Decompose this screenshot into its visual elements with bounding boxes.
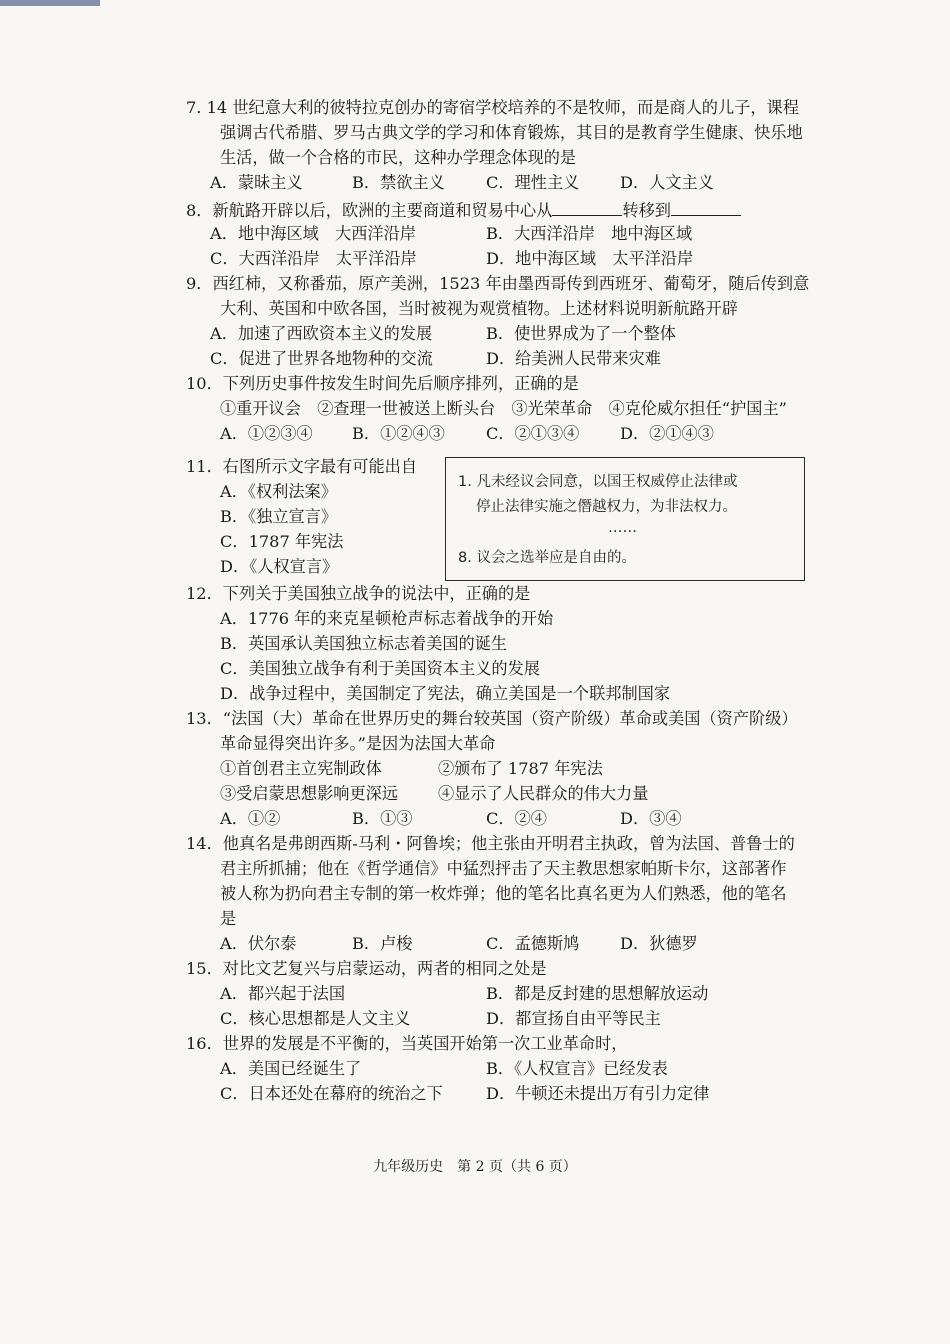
q11-option-a: A．《权利法案》 xyxy=(220,482,337,501)
q11-option-c: C．1787 年宪法 xyxy=(220,532,344,551)
q13-option-b: B．①③ xyxy=(352,809,413,828)
q11-box-ellipsis: …… xyxy=(608,520,637,536)
q16-stem: 16．世界的发展是不平衡的，当英国开始第一次工业革命时， xyxy=(186,1034,628,1053)
q8-option-c: C．大西洋沿岸 太平洋沿岸 xyxy=(210,249,417,268)
q13-option-c: C．②④ xyxy=(486,809,547,828)
q8-option-d: D．地中海区域 太平洋沿岸 xyxy=(486,249,694,268)
q10-option-a: A．①②③④ xyxy=(220,424,313,443)
q9-option-a: A．加速了西欧资本主义的发展 xyxy=(210,324,433,343)
q15-option-b: B．都是反封建的思想解放运动 xyxy=(486,984,709,1003)
q9-option-b: B．使世界成为了一个整体 xyxy=(486,324,676,343)
q16-option-c: C．日本还处在幕府的统治之下 xyxy=(220,1084,443,1103)
q7-option-c: C．理性主义 xyxy=(486,173,580,192)
q15-stem: 15．对比文艺复兴与启蒙运动，两者的相同之处是 xyxy=(186,959,547,978)
q11-stem: 11．右图所示文字最有可能出自 xyxy=(186,457,418,476)
q8-stem-middle: 转移到 xyxy=(622,201,671,220)
q12-option-a: A．1776 年的来克星顿枪声标志着战争的开始 xyxy=(220,609,554,628)
q12-option-c: C．美国独立战争有利于美国资本主义的发展 xyxy=(220,659,540,678)
q16-option-d: D．牛顿还未提出万有引力定律 xyxy=(486,1084,710,1103)
q13-option-d: D．③④ xyxy=(620,809,682,828)
q7-option-d: D．人文主义 xyxy=(620,173,714,192)
q13-option-a: A．①② xyxy=(220,809,281,828)
q16-option-b: B．《人权宣言》已经发表 xyxy=(486,1059,668,1078)
q14-line-3: 被人称为扔向君主专制的第一枚炸弹；他的笔名比真名更为人们熟悉，他的笔名 xyxy=(220,884,787,903)
q11-option-b: B．《独立宣言》 xyxy=(220,507,338,526)
q8-blank-1 xyxy=(552,197,622,216)
q13-item-4: ④显示了人民群众的伟大力量 xyxy=(438,784,649,803)
q7-line-3: 生活，做一个合格的市民，这种办学理念体现的是 xyxy=(220,148,577,167)
q13-item-3: ③受启蒙思想影响更深远 xyxy=(220,784,399,803)
q11-option-d: D．《人权宣言》 xyxy=(220,557,339,576)
q9-line-2: 大利、英国和中欧各国，当时被视为观赏植物。上述材料说明新航路开辟 xyxy=(220,299,738,318)
q7-line-1: 7. 14 世纪意大利的彼特拉克创办的寄宿学校培养的不是牧师，而是商人的儿子，课程 xyxy=(186,98,799,117)
q8-stem xyxy=(186,197,741,223)
scan-mark xyxy=(0,0,100,6)
q9-line-1: 9．西红柿，又称番茄，原产美洲，1523 年由墨西哥传到西班牙、葡萄牙，随后传到意 xyxy=(186,274,810,293)
q14-line-2: 君主所抓捕；他在《哲学通信》中猛烈抨击了天主教思想家帕斯卡尔，这部著作 xyxy=(220,859,787,878)
q8-option-a: A．地中海区域 大西洋沿岸 xyxy=(210,224,416,243)
q15-option-d: D．都宣扬自由平等民主 xyxy=(486,1009,661,1028)
q8-option-b: B．大西洋沿岸 地中海区域 xyxy=(486,224,693,243)
q11-box-line-3: 8. 议会之选举应是自由的。 xyxy=(458,550,636,566)
q7-option-a: A．蒙昧主义 xyxy=(210,173,303,192)
q12-option-d: D．战争过程中，美国制定了宪法，确立美国是一个联邦制国家 xyxy=(220,684,671,703)
q13-line-2: 革命显得突出许多。”是因为法国大革命 xyxy=(220,734,496,753)
q7-option-b: B．禁欲主义 xyxy=(352,173,445,192)
q16-option-a: A．美国已经诞生了 xyxy=(220,1059,362,1078)
q12-option-b: B．英国承认美国独立标志着美国的诞生 xyxy=(220,634,508,653)
q10-option-b: B．①②④③ xyxy=(352,424,445,443)
q15-option-c: C．核心思想都是人文主义 xyxy=(220,1009,411,1028)
q9-option-c: C．促进了世界各地物种的交流 xyxy=(210,349,433,368)
q11-source-box xyxy=(445,457,805,581)
q14-option-a: A．伏尔泰 xyxy=(220,934,297,953)
q14-option-d: D．狄德罗 xyxy=(620,934,698,953)
q14-line-1: 14．他真名是弗朗西斯-马利・阿鲁埃；他主张由开明君主执政，曾为法国、普鲁士的 xyxy=(186,834,795,853)
q10-option-c: C．②①③④ xyxy=(486,424,580,443)
q11-box-line-1: 1. 凡未经议会同意，以国王权威停止法律或 xyxy=(458,474,738,490)
q10-option-d: D．②①④③ xyxy=(620,424,714,443)
q9-option-d: D．给美洲人民带来灾难 xyxy=(486,349,661,368)
q8-stem-prefix: 8．新航路开辟以后，欧洲的主要商道和贸易中心从 xyxy=(186,201,553,220)
q13-item-1: ①首创君主立宪制政体 xyxy=(220,759,382,778)
q11-box-line-2: 停止法律实施之僭越权力，为非法权力。 xyxy=(476,499,737,515)
q14-option-b: B．卢梭 xyxy=(352,934,413,953)
q15-option-a: A．都兴起于法国 xyxy=(220,984,346,1003)
q13-item-2: ②颁布了 1787 年宪法 xyxy=(438,759,603,778)
q7-line-2: 强调古代希腊、罗马古典文学的学习和体育锻炼，其目的是教育学生健康、快乐地 xyxy=(220,123,803,142)
q8-blank-2 xyxy=(671,197,741,216)
q14-option-c: C．孟德斯鸠 xyxy=(486,934,580,953)
q14-line-4: 是 xyxy=(220,909,237,928)
q13-line-1: 13．“法国（大）革命在世界历史的舞台较英国（资产阶级）革命或美国（资产阶级） xyxy=(186,709,798,728)
q10-items: ①重开议会 ②查理一世被送上断头台 ③光荣革命 ④克伦威尔担任“护国主” xyxy=(220,399,787,418)
page-footer: 九年级历史 第 2 页（共 6 页） xyxy=(373,1159,577,1175)
q10-stem: 10．下列历史事件按发生时间先后顺序排列，正确的是 xyxy=(186,374,579,393)
q12-stem: 12．下列关于美国独立战争的说法中，正确的是 xyxy=(186,584,531,603)
